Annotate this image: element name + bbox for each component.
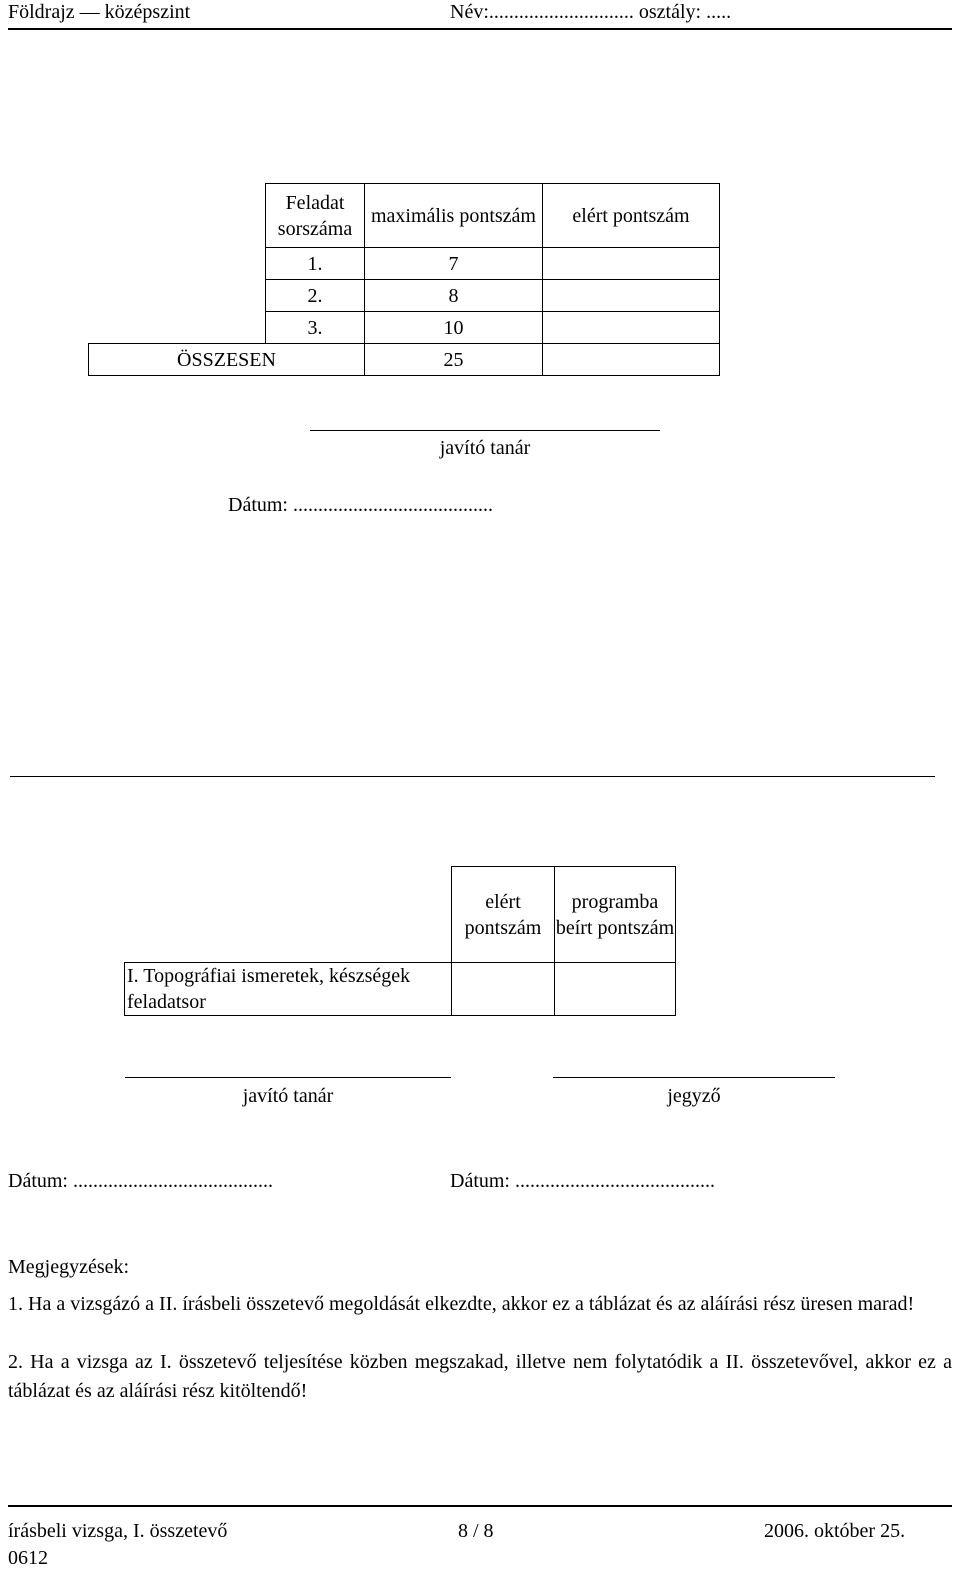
signature-line[interactable]	[310, 430, 660, 431]
header-title: Földrajz — középszint	[8, 1, 191, 23]
table-row	[89, 248, 720, 280]
note-2: 2. Ha a vizsga az I. összetevő teljesítése közben megszakad, illetve nem folytatódik a II. összetevővel, akkor ez a táblázat és az aláírási rész kitöltendő!	[8, 1351, 952, 1402]
footer-code: 0612	[8, 1547, 48, 1569]
task-achieved-points[interactable]	[543, 312, 720, 344]
task-achieved-points[interactable]	[543, 280, 720, 312]
header-task-number: Feladat sorszáma	[266, 184, 365, 248]
total-label: ÖSSZESEN	[89, 344, 365, 376]
table-row	[89, 312, 720, 344]
name-class-field[interactable]: Név:............................. osztály: .....	[450, 1, 732, 23]
task-max-points: 10	[365, 312, 543, 344]
footer-page: 8 / 8	[458, 1520, 494, 1542]
note-1: 1. Ha a vizsgázó a II. írásbeli összetevő megoldását elkezdte, akkor ez a táblázat és az aláírási rész üresen marad!	[8, 1293, 915, 1315]
total-achieved-points[interactable]	[543, 344, 720, 376]
notary-signature-line[interactable]	[553, 1077, 835, 1078]
task-number: 3.	[266, 312, 365, 344]
total-max-points: 25	[365, 344, 543, 376]
teacher-date-field[interactable]: Dátum: ........................................	[8, 1170, 273, 1192]
date-field[interactable]: Dátum: ........................................	[228, 494, 493, 516]
header-achieved-points: elért pontszám	[452, 867, 555, 963]
notary-label: jegyző	[667, 1085, 721, 1107]
footer-rule	[8, 1505, 952, 1507]
score-table	[88, 183, 720, 376]
final-score-table	[124, 866, 676, 1016]
teacher-signature-line[interactable]	[125, 1077, 451, 1078]
header-max-points: maximális pontszám	[365, 184, 543, 248]
notary-date-field[interactable]: Dátum: ........................................	[450, 1170, 715, 1192]
task-number: 1.	[266, 248, 365, 280]
table-row-total	[89, 344, 720, 376]
notes-title: Megjegyzések:	[8, 1256, 130, 1278]
footer-date: 2006. október 25.	[764, 1520, 906, 1542]
section-label: I. Topográfiai ismeretek, készségek feladatsor	[125, 963, 452, 1016]
task-max-points: 8	[365, 280, 543, 312]
header-achieved-points: elért pontszám	[543, 184, 720, 248]
teacher-label: javító tanár	[242, 1085, 334, 1107]
task-number: 2.	[266, 280, 365, 312]
table-row	[89, 280, 720, 312]
task-max-points: 7	[365, 248, 543, 280]
header-rule	[8, 28, 952, 30]
task-achieved-points[interactable]	[543, 248, 720, 280]
program-points-cell[interactable]	[555, 963, 676, 1016]
header-program-points: programba beírt pontszám	[555, 867, 676, 963]
achieved-points-cell[interactable]	[452, 963, 555, 1016]
section-separator	[10, 776, 935, 777]
signature-label: javító tanár	[439, 437, 531, 459]
footer-left: írásbeli vizsga, I. összetevő	[8, 1520, 228, 1542]
table-row	[125, 963, 676, 1016]
